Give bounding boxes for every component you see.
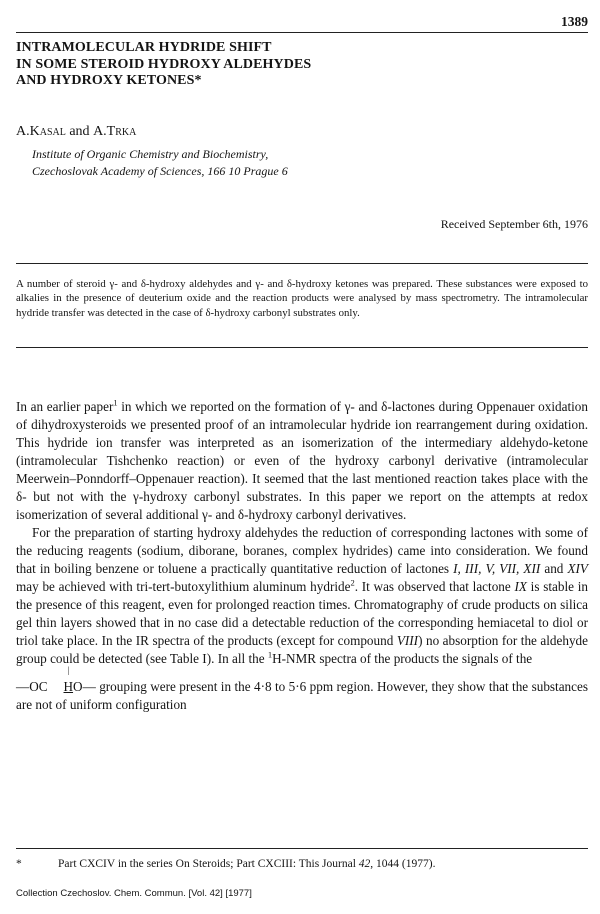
formula-spacer (16, 668, 588, 678)
title-line: AND HYDROXY KETONES* (16, 73, 202, 88)
journal-footer: Collection Czechoslov. Chem. Commun. [Vol. 42] [1977] (16, 888, 252, 899)
journal-volume: 42 (358, 858, 371, 870)
compound-number: IX (514, 579, 527, 594)
author-name: A.Kasal (16, 124, 66, 139)
footnote-mark: * (16, 858, 22, 870)
article-title (16, 40, 496, 90)
body-paragraph: For the preparation of starting hydroxy aldehydes the reduction of corresponding lactones with some of the reducing reagents (sodium, diborane, boranes, complex hydrides) came into consideration. We found that in boiling benzene or toluene a practically quantitative reduction of lactones I, III, V, VII, XII and XIV may be achieved with tri-tert-butoxylithium aluminum hydride$^2$. It was observed that lactone IX is stable in the presence of this reagent, even for prolonged reaction times. Chromatography of crude products on silica gel thin layers showed that in no case did a detectable reduction of the corresponding hemiacetal to diol or triol take place. In the IR spectra of the products (except for compound VIII) no absorption for the aldehyde group could be detected (see Table I). In all the $^1$H-NMR spectra of the products the signals of the —OC| HO— grouping were present in the 4·8 to 5·6 ppm region. However, they show that the substances are not of uniform configuration (16, 524, 588, 714)
author-conjunction: and (69, 124, 90, 139)
affiliation-line: Czechoslovak Academy of Sciences, 166 10 Prague 6 (32, 164, 288, 178)
abstract-top-rule (16, 263, 588, 264)
reference-mark: 2 (350, 577, 355, 588)
author-name: A.Trka (93, 124, 137, 139)
abstract-bottom-rule (16, 347, 588, 348)
compound-number: XIV (567, 561, 588, 576)
chemical-group: —OC| HO— (16, 679, 96, 694)
isotope-mark: 1 (267, 649, 273, 660)
compound-numbers: I, III, V, VII, XII (453, 561, 541, 576)
footnote: * Part CXCIV in the series On Steroids; Part CXCIII: This Journal 42, 1044 (1977). (16, 858, 436, 870)
article-body (16, 398, 588, 714)
author-line (16, 124, 136, 140)
header-rule (16, 32, 588, 33)
compound-number: VIII (396, 633, 419, 648)
body-paragraph: In an earlier paper$^1$ in which we reported on the formation of γ- and δ-lactones during Oppenauer oxidation of dihydroxysteroids we presented proof of an intramolecular hydride ion rearrangement during oxidation. This hydride ion transfer was interpreted as an isomerization of the intermediary aldehydo-ketone (intramolecular Tishchenko reaction) or even of the hydroxy carbonyl derivative (intramolecular Meerwein–Ponndorff–Oppenauer reaction). It seemed that the last mentioned reaction takes place with the δ- but not with the γ-hydroxy carbonyl substrates. In this paper we report on the attempts at redox isomerization of several additional γ- and δ-hydroxy carbonyl derivatives. (16, 397, 588, 522)
abstract: A number of steroid γ- and δ-hydroxy aldehydes and γ- and δ-hydroxy ketones was prepared. These substances were exposed to alkalies in the presence of deuterium oxide and the reaction products were analysed by mass spectrometry. The intramolecular hydride transfer was detected in the case of δ-hydroxy carbonyl substrates only. (16, 278, 588, 319)
page-number: 1389 (561, 14, 588, 29)
title-line: IN SOME STEROID HYDROXY ALDEHYDES (16, 56, 312, 72)
reference-mark: 1 (113, 397, 118, 408)
affiliation (32, 146, 288, 180)
received-date: Received September 6th, 1976 (440, 217, 588, 231)
affiliation-line: Institute of Organic Chemistry and Biochemistry, (32, 147, 269, 161)
title-line: INTRAMOLECULAR HYDRIDE SHIFT (16, 40, 272, 55)
footnote-rule (16, 848, 588, 849)
